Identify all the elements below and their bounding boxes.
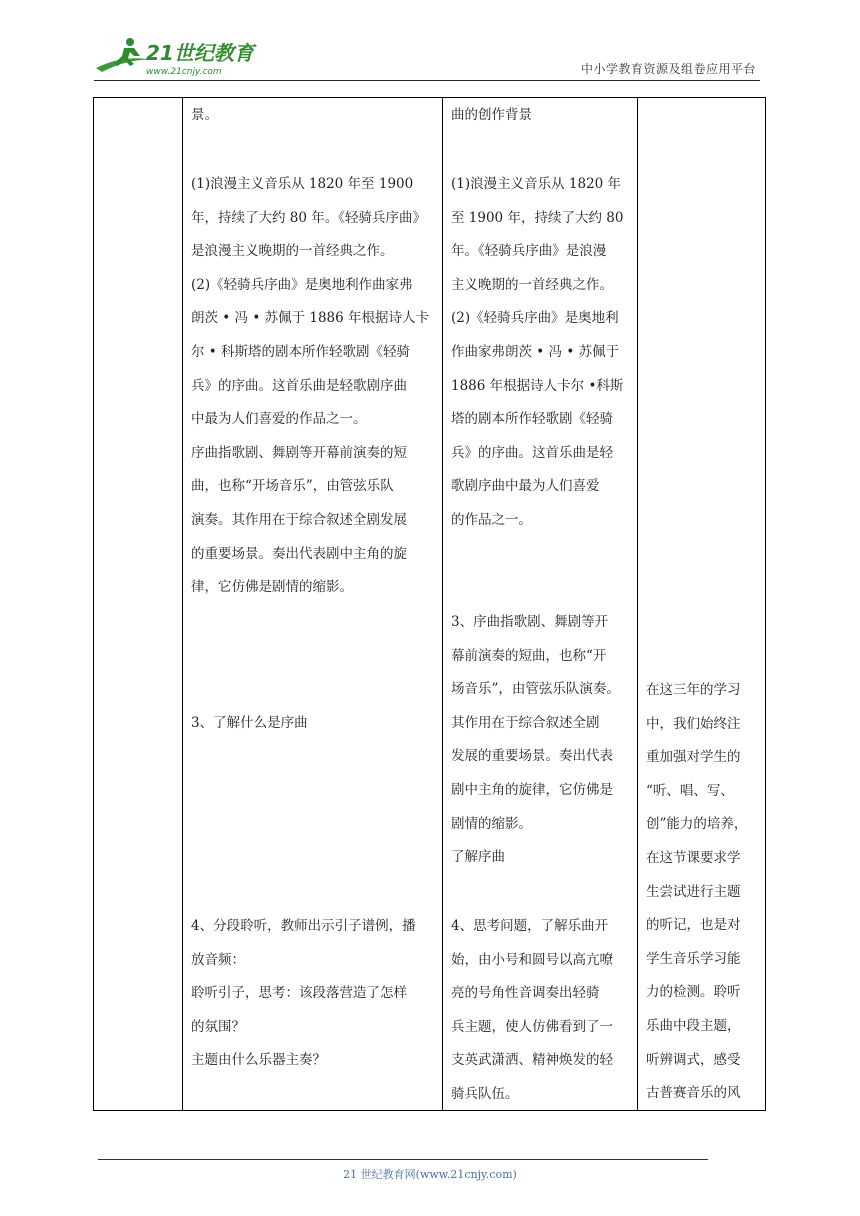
student-text-romantic: (1)浪漫主义音乐从 1820 年 至 1900 年，持续了大约 80 年。《轻骑兵序曲》是浪漫 主义晚期的一首经典之作。 (2)《轻骑兵序曲》是奥地利 作曲家弗朗茨 • 冯 • 苏佩于 1886 年根据诗人卡尔 •科斯 塔的剧本所作轻歌剧《轻骑 兵》的序曲。这首乐曲是轻 歌剧序曲中最为人们喜爱 的作品之一。 [451, 176, 624, 528]
footer-link[interactable]: 21 世纪教育网(www.21cnjy.com) [343, 1168, 517, 1181]
site-logo[interactable] [94, 34, 264, 78]
platform-name: 中小学教育资源及组卷应用平台 [580, 62, 756, 76]
teacher-text-overture: 3、了解什么是序曲 [191, 715, 308, 731]
column-divider-3 [637, 98, 638, 1110]
column-divider-1 [182, 98, 183, 1110]
runner-logo-icon [94, 34, 264, 78]
column-divider-2 [442, 98, 443, 1110]
logo-url: www.21cnjy.com [146, 67, 222, 77]
header-divider [94, 80, 760, 81]
lesson-table [93, 97, 766, 1111]
teacher-text-intro-end: 景。 [191, 107, 218, 123]
page-header [94, 30, 758, 80]
teacher-text-listening: 4、分段聆听，教师出示引子谱例，播 放音频： 聆听引子，思考：该段落营造了怎样 的氛围？ 主题由什么乐器主奏？ [191, 918, 416, 1069]
footer-divider [98, 1159, 708, 1160]
student-text-overture: 3、序曲指歌剧、舞剧等开 幕前演奏的短曲，也称“开 场音乐”，由管弦乐队演奏。 其作用在于综合叙述全剧 发展的重要场景。奏出代表 剧中主角的旋律，它仿佛是 剧情的缩影。 了解序曲 [451, 614, 620, 866]
design-intent-text: 在这三年的学习 中，我们始终注 重加强对学生的 “听、唱、写、 创”能力的培养， 在这节课要求学 生尝试进行主题 的听记，也是对 学生音乐学习能 力的检测。聆听 乐曲中段主题， 听辨调式，感受 古普赛音乐的风 [646, 682, 748, 1102]
student-text-background: 曲的创作背景 [451, 107, 532, 123]
student-text-thinking: 4、思考问题，了解乐曲开 始，由小号和圆号以高亢嘹 亮的号角性音调奏出轻骑 兵主题，使人仿佛看到了一 支英武潇洒、精神焕发的轻 骑兵队伍。 [451, 918, 613, 1102]
teacher-text-romantic: (1)浪漫主义音乐从 1820 年至 1900 年，持续了大约 80 年。《轻骑兵序曲》 是浪漫主义晚期的一首经典之作。 (2)《轻骑兵序曲》是奥地利作曲家弗 朗茨 • 冯 • 苏佩于 1886 年根据诗人卡 尔 • 科斯塔的剧本所作轻歌剧《轻骑 兵》的序曲。这首乐曲是轻歌剧序曲 中最为人们喜爱的作品之一。 序曲指歌剧、舞剧等开幕前演奏的短 曲，也称“开场音乐”，由管弦乐队 演奏。其作用在于综合叙述全剧发展 的重要场景。奏出代表剧中主角的旋 律，它仿佛是剧情的缩影。 [191, 176, 430, 596]
logo-text: 21世纪教育 [146, 41, 254, 65]
